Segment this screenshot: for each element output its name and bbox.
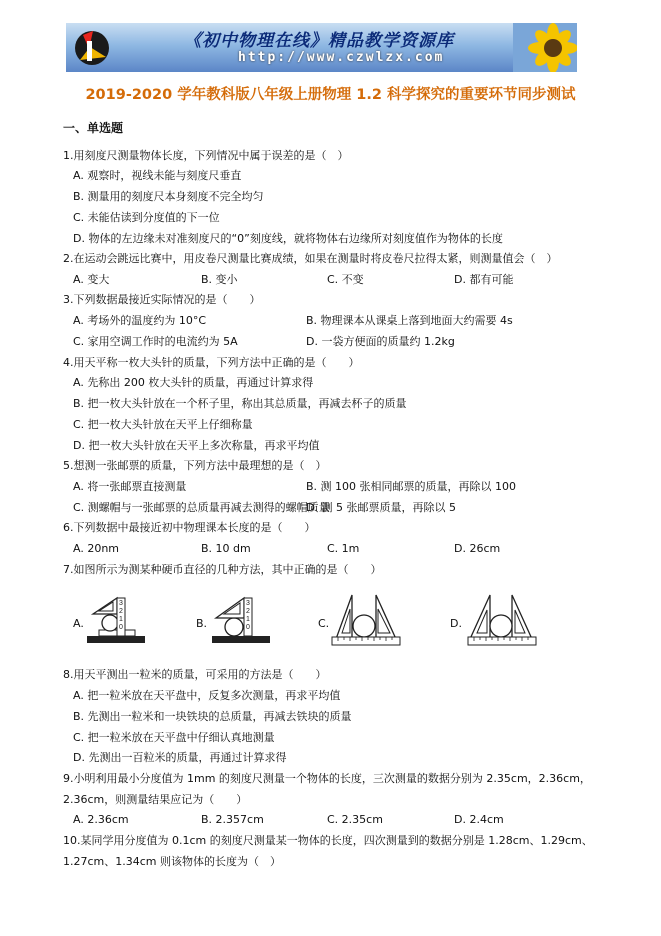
q4-option-b[interactable]: B. 把一枚大头针放在一个杯子里，称出其总质量，再减去杯子的质量 xyxy=(73,397,407,410)
q6-option-d[interactable]: D. 26cm xyxy=(454,542,501,555)
q8-option-b[interactable]: B. 先测出一粒米和一块铁块的总质量，再减去铁块的质量 xyxy=(73,710,352,723)
q8-option-a[interactable]: A. 把一粒米放在天平盘中，反复多次测量，再求平均值 xyxy=(73,689,341,702)
q1-option-b[interactable]: B. 测量用的刻度尺本身刻度不完全均匀 xyxy=(73,190,264,203)
q5-option-c[interactable]: C. 测螺帽与一张邮票的总质量再减去测得的螺帽质量 xyxy=(73,501,330,514)
q3-option-c[interactable]: C. 家用空调工作时的电流约为 5A xyxy=(73,335,238,348)
question-3-stem: 3.下列数据最接近实际情况的是（ ） xyxy=(63,293,261,306)
question-1-stem: 1.用刻度尺测量物体长度，下列情况中属于误差的是（ ） xyxy=(63,149,349,162)
question-2-stem: 2.在运动会跳远比赛中，用皮卷尺测量比赛成绩，如果在测量时将皮卷尺拉得太紧，则测量值会（ ） xyxy=(63,252,558,265)
banner-title: 《初中物理在线》精品教学资源库 xyxy=(184,31,454,51)
fig-a-digit-2: 2 xyxy=(119,608,123,615)
q9-option-d[interactable]: D. 2.4cm xyxy=(454,813,504,826)
q1-option-a[interactable]: A. 观察时，视线未能与刻度尺垂直 xyxy=(73,169,242,182)
figure-a-diagram xyxy=(85,596,147,644)
question-9-stem-line-2: 2.36cm，则测量结果应记为（ ） xyxy=(63,793,248,806)
site-logo-icon xyxy=(70,27,114,68)
q7-option-c[interactable]: C. xyxy=(318,617,330,630)
question-10-stem-line-1: 10.某同学用分度值为 0.1cm 的刻度尺测量某一物体的长度，四次测量到的数据分别是 1.28cm、1.29cm、 xyxy=(63,834,593,847)
banner-url[interactable]: http://www.czwlzx.com xyxy=(238,50,445,65)
figure-b-diagram xyxy=(210,596,272,644)
q3-option-d[interactable]: D. 一袋方便面的质量约 1.2kg xyxy=(306,335,455,348)
question-10-stem-line-2: 1.27cm、1.34cm 则该物体的长度为（ ） xyxy=(63,855,282,868)
question-9-stem-line-1: 9.小明利用最小分度值为 1mm 的刻度尺测量一个物体的长度，三次测量的数据分别为 2.35cm，2.36cm， xyxy=(63,772,591,785)
q3-option-a[interactable]: A. 考场外的温度约为 10°C xyxy=(73,314,206,327)
question-5-stem: 5.想测一张邮票的质量，下列方法中最理想的是（ ） xyxy=(63,459,327,472)
figure-d-diagram xyxy=(466,593,538,647)
q8-option-c[interactable]: C. 把一粒米放在天平盘中仔细认真地测量 xyxy=(73,731,275,744)
q9-option-b[interactable]: B. 2.357cm xyxy=(201,813,264,826)
q4-option-d[interactable]: D. 把一枚大头针放在天平上多次称量，再求平均值 xyxy=(73,439,320,452)
fig-b-digit-1: 1 xyxy=(246,616,250,623)
q7-option-a[interactable]: A. xyxy=(73,617,84,630)
question-7-stem: 7.如图所示为测某种硬币直径的几种方法，其中正确的是（ ） xyxy=(63,563,382,576)
q2-option-d[interactable]: D. 都有可能 xyxy=(454,273,514,286)
figure-c-diagram xyxy=(330,593,402,647)
q2-option-a[interactable]: A. 变大 xyxy=(73,273,110,286)
q7-option-d[interactable]: D. xyxy=(450,617,462,630)
q5-option-a[interactable]: A. 将一张邮票直接测量 xyxy=(73,480,187,493)
q4-option-c[interactable]: C. 把一枚大头针放在天平上仔细称量 xyxy=(73,418,253,431)
q5-option-d[interactable]: D. 测 5 张邮票质量，再除以 5 xyxy=(306,501,456,514)
q2-option-b[interactable]: B. 变小 xyxy=(201,273,238,286)
q9-option-a[interactable]: A. 2.36cm xyxy=(73,813,129,826)
document-title: 2019-2020 学年教科版八年级上册物理 1.2 科学探究的重要环节同步测试 xyxy=(85,87,576,103)
q1-option-d[interactable]: D. 物体的左边缘未对准刻度尺的“0”刻度线，就将物体右边缘所对刻度值作为物体的长度 xyxy=(73,232,503,245)
q2-option-c[interactable]: C. 不变 xyxy=(327,273,364,286)
q6-option-b[interactable]: B. 10 dm xyxy=(201,542,251,555)
section-heading: 一、单选题 xyxy=(63,121,124,135)
q9-option-c[interactable]: C. 2.35cm xyxy=(327,813,383,826)
sunflower-icon xyxy=(513,23,577,72)
q6-option-a[interactable]: A. 20nm xyxy=(73,542,120,555)
q5-option-b[interactable]: B. 测 100 张相同邮票的质量，再除以 100 xyxy=(306,480,517,493)
fig-b-digit-0: 0 xyxy=(246,624,250,631)
fig-b-digit-2: 2 xyxy=(246,608,250,615)
question-8-stem: 8.用天平测出一粒米的质量，可采用的方法是（ ） xyxy=(63,668,327,681)
q3-option-b[interactable]: B. 物理课本从课桌上落到地面大约需要 4s xyxy=(306,314,513,327)
q1-option-c[interactable]: C. 未能估读到分度值的下一位 xyxy=(73,211,220,224)
q7-option-b[interactable]: B. xyxy=(196,617,208,630)
fig-a-digit-3: 3 xyxy=(119,600,123,607)
fig-a-digit-1: 1 xyxy=(119,616,123,623)
fig-b-digit-3: 3 xyxy=(246,600,250,607)
question-6-stem: 6.下列数据中最接近初中物理课本长度的是（ ） xyxy=(63,521,316,534)
q4-option-a[interactable]: A. 先称出 200 枚大头针的质量，再通过计算求得 xyxy=(73,376,314,389)
banner-image xyxy=(66,23,577,72)
question-4-stem: 4.用天平称一枚大头针的质量，下列方法中正确的是（ ） xyxy=(63,356,360,369)
q6-option-c[interactable]: C. 1m xyxy=(327,542,360,555)
fig-a-digit-0: 0 xyxy=(119,624,123,631)
q8-option-d[interactable]: D. 先测出一百粒米的质量，再通过计算求得 xyxy=(73,751,287,764)
